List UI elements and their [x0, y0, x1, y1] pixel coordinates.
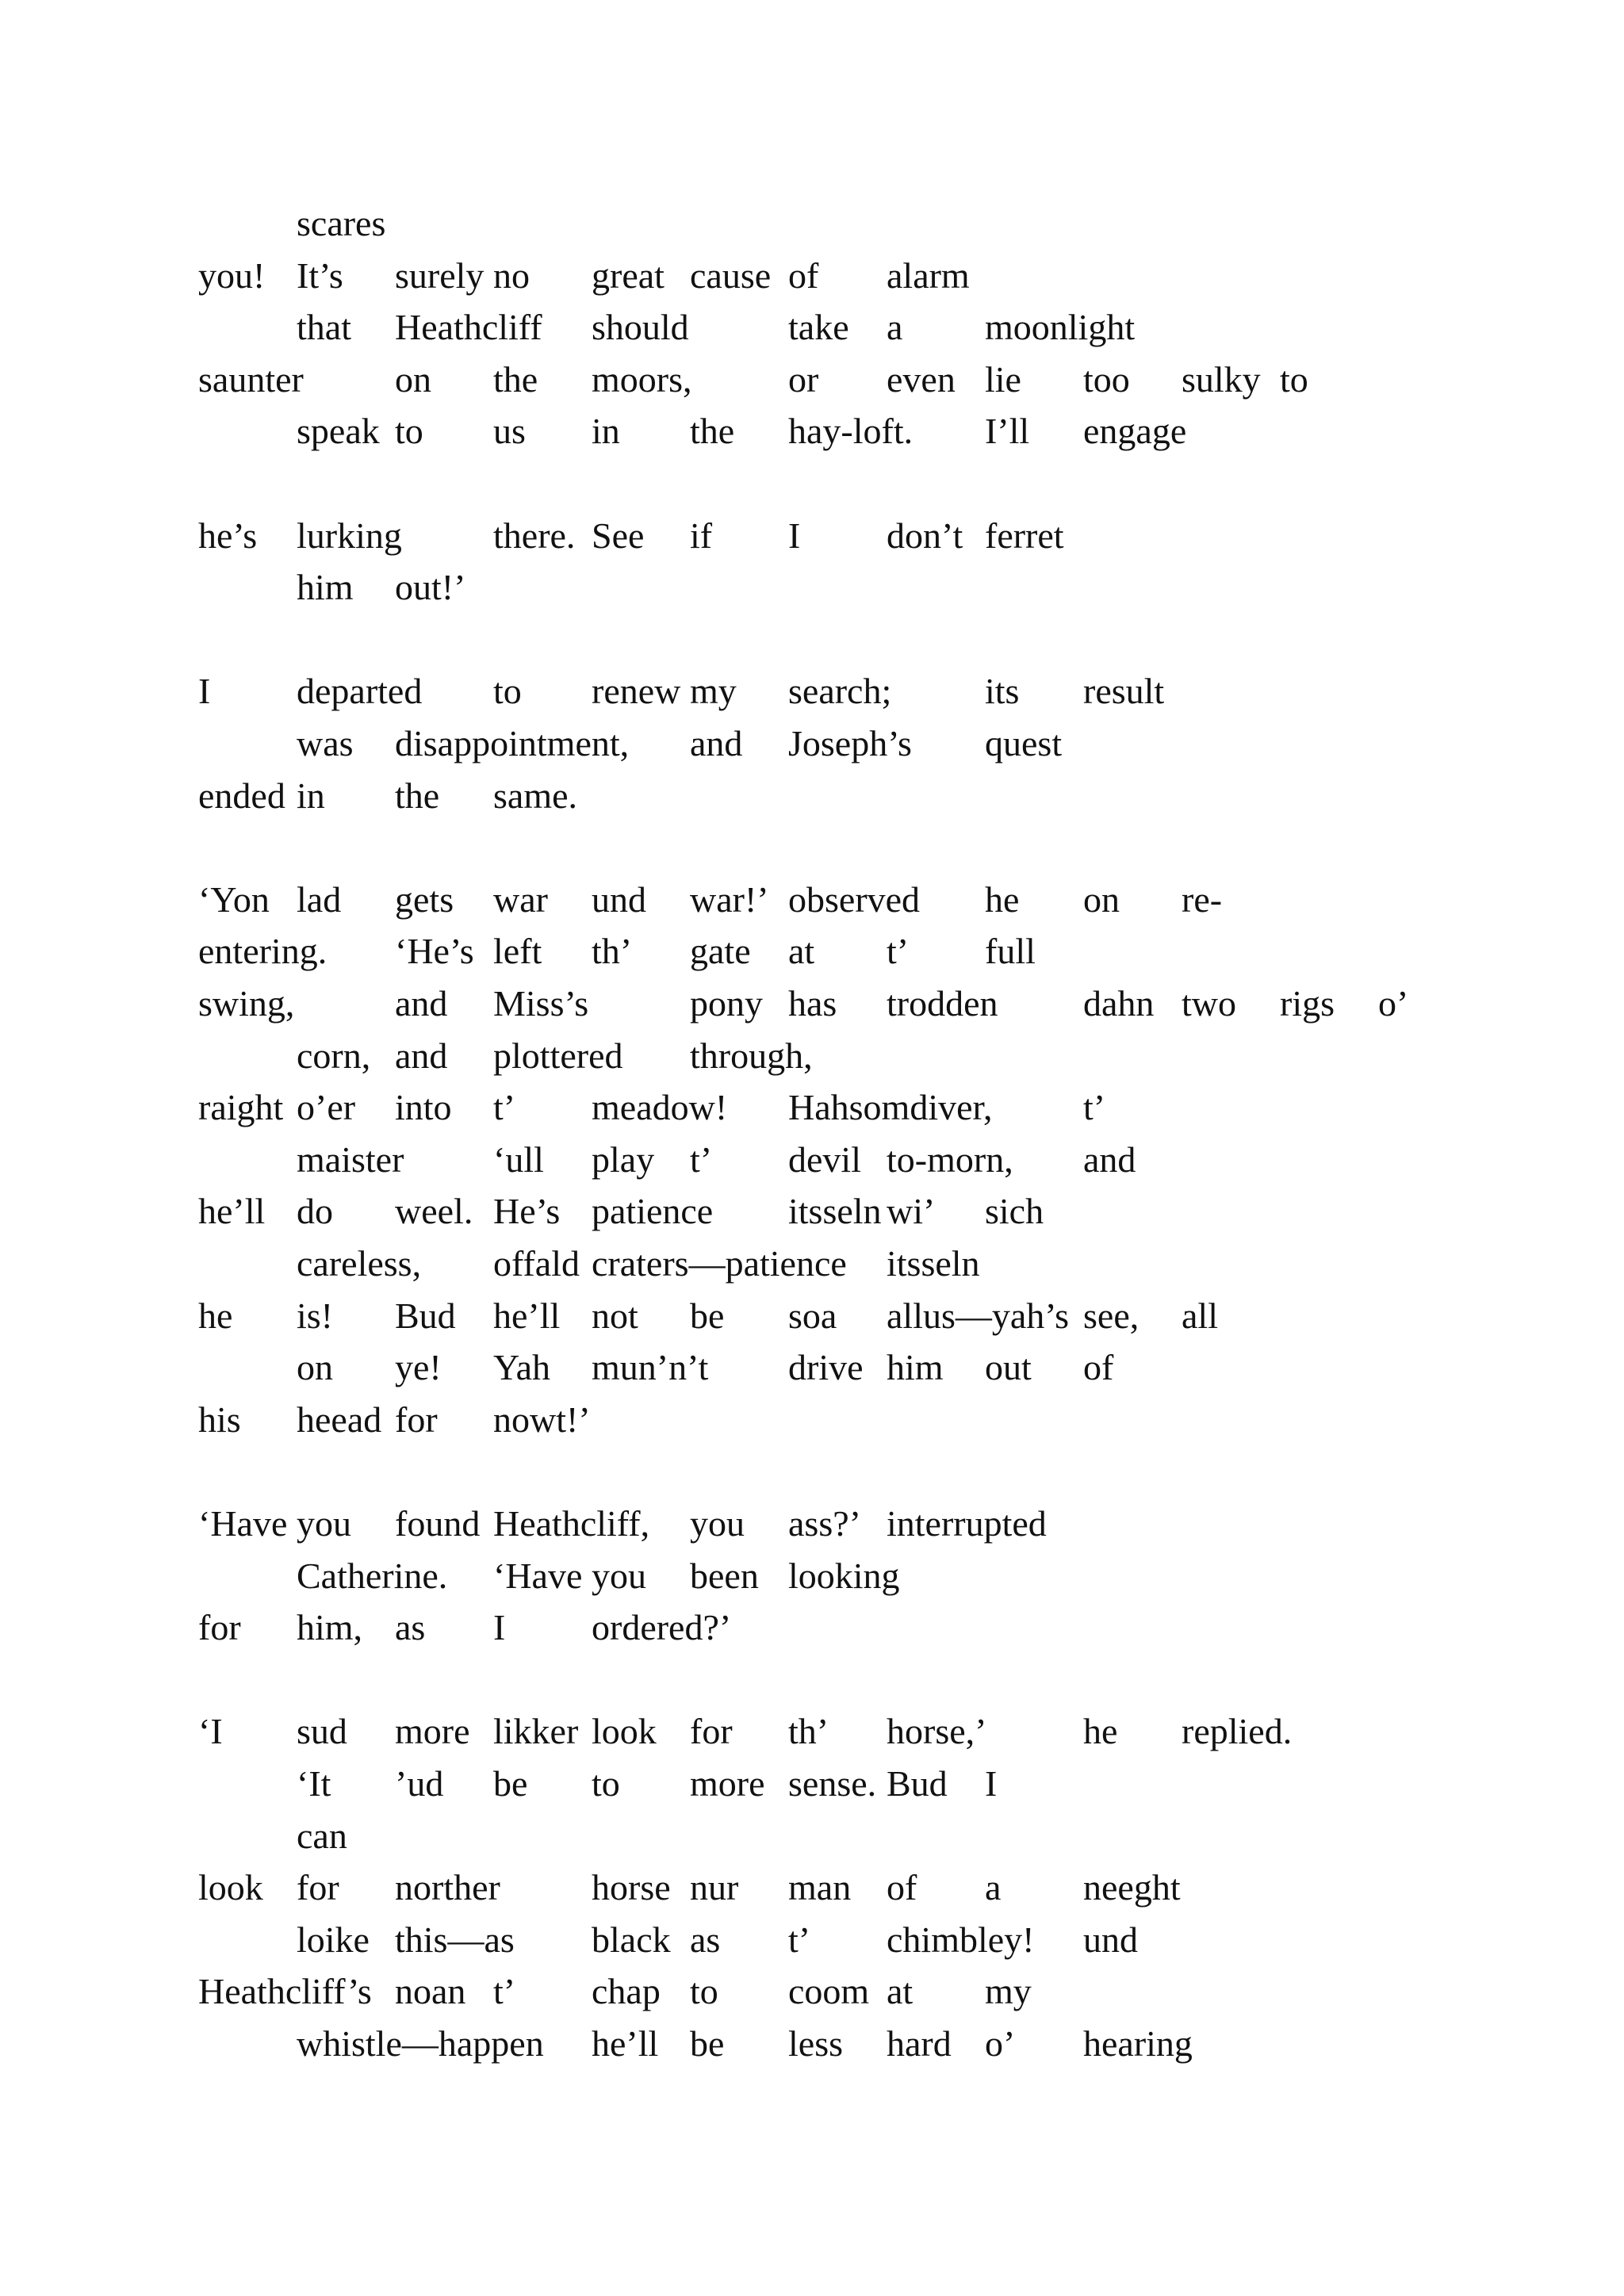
word: for: [198, 1607, 241, 1648]
text-line: [198, 1604, 1546, 1651]
word: war!’: [690, 878, 769, 920]
word: I: [985, 1763, 998, 1804]
word: should: [592, 307, 689, 348]
word: Heathcliff’s: [198, 1971, 372, 2012]
word: ‘It: [297, 1763, 331, 1804]
text-line: [198, 772, 1546, 820]
word: engage: [1083, 411, 1187, 452]
word: careless,: [297, 1243, 422, 1284]
word: ‘I: [198, 1711, 223, 1752]
word: out!’: [395, 567, 466, 608]
word: he: [985, 878, 1020, 920]
word: man: [788, 1867, 852, 1908]
word: neeght: [1083, 1867, 1181, 1908]
word: and: [1083, 1138, 1136, 1180]
word: I: [788, 515, 801, 556]
word: horse: [592, 1867, 671, 1908]
text-line: [198, 668, 1546, 715]
word: and: [395, 1035, 448, 1076]
text-line: [198, 1968, 1546, 2015]
word: black: [592, 1919, 671, 1960]
word: the: [395, 775, 440, 816]
word: t’: [690, 1138, 713, 1180]
word: nur: [690, 1867, 739, 1908]
text-line: [198, 2020, 1546, 2068]
word: hay-loft.: [788, 411, 914, 452]
word: und: [1083, 1919, 1138, 1960]
word: heead: [297, 1399, 382, 1440]
word: craters—patience: [592, 1243, 847, 1284]
word: corn,: [297, 1035, 371, 1076]
text-line: [198, 1708, 1546, 1755]
word: two: [1182, 983, 1236, 1024]
word: a: [887, 307, 903, 348]
word: he’s: [198, 515, 258, 556]
word: my: [985, 1971, 1032, 2012]
word: for: [690, 1711, 733, 1752]
word: He’s: [493, 1191, 561, 1232]
word: its: [985, 671, 1020, 712]
word: chap: [592, 1971, 661, 2012]
word: and: [690, 723, 743, 763]
word: look: [592, 1711, 657, 1752]
word: weel.: [395, 1191, 473, 1232]
word: ended: [198, 775, 285, 816]
word: all: [1182, 1295, 1218, 1336]
word: dahn: [1083, 983, 1155, 1024]
word: us: [493, 411, 526, 452]
word: quest: [985, 723, 1063, 763]
word: alarm: [887, 254, 970, 296]
word: him: [887, 1347, 944, 1388]
word: war: [493, 878, 548, 920]
text-line: [198, 200, 1546, 247]
word: through,: [690, 1035, 813, 1076]
word: in: [592, 411, 620, 452]
text-line: [198, 1084, 1546, 1131]
word: swing,: [198, 983, 295, 1024]
word: surely: [395, 254, 485, 296]
word: he: [1083, 1711, 1118, 1752]
word: result: [1083, 671, 1165, 712]
word: was: [297, 723, 354, 763]
word: full: [985, 931, 1036, 972]
word: great: [592, 254, 665, 296]
word: sud: [297, 1711, 347, 1752]
word: raight: [198, 1087, 284, 1128]
word: look: [198, 1867, 263, 1908]
word: there.: [493, 515, 576, 556]
word: itsseln: [788, 1191, 882, 1232]
text-line: [198, 512, 1546, 560]
word: whistle—happen: [297, 2023, 544, 2064]
word: be: [690, 1295, 725, 1336]
text-line: [198, 928, 1546, 975]
word: trodden: [887, 983, 998, 1024]
word: It’s: [297, 254, 343, 296]
word: disappointment,: [395, 723, 630, 763]
word: he’ll: [493, 1295, 561, 1336]
word: th’: [592, 931, 633, 972]
word: sich: [985, 1191, 1044, 1232]
word: t’: [887, 931, 910, 972]
word: ‘Have: [198, 1503, 288, 1544]
text-line: [198, 304, 1546, 351]
word: ye!: [395, 1347, 442, 1388]
word: Yah: [493, 1347, 551, 1388]
word: t’: [493, 1087, 516, 1128]
text-line: [198, 1344, 1546, 1391]
word: at: [788, 931, 815, 972]
word: noan: [395, 1971, 466, 2012]
word: of: [887, 1867, 917, 1908]
word: a: [985, 1867, 1002, 1908]
word: See: [592, 515, 645, 556]
word: saunter: [198, 358, 304, 400]
text-line: [198, 720, 1546, 767]
word: my: [690, 671, 737, 712]
word: his: [198, 1399, 241, 1440]
word: plottered: [493, 1035, 623, 1076]
word: the: [493, 358, 538, 400]
word: hard: [887, 2023, 952, 2064]
word: ferret: [985, 515, 1064, 556]
word: horse,’: [887, 1711, 987, 1752]
word: Hahsomdiver,: [788, 1087, 993, 1128]
word: and: [395, 983, 448, 1024]
word: see,: [1083, 1295, 1139, 1336]
word: as: [395, 1607, 426, 1648]
word: Bud: [395, 1295, 456, 1336]
word: Joseph’s: [788, 723, 912, 763]
word: more: [690, 1763, 765, 1804]
word: to: [592, 1763, 620, 1804]
word: to: [690, 1971, 718, 2012]
word: same.: [493, 775, 578, 816]
word: meadow!: [592, 1087, 728, 1128]
word: for: [297, 1867, 339, 1908]
word: wi’: [887, 1191, 936, 1232]
word: coom: [788, 1971, 870, 2012]
word: to: [1280, 358, 1308, 400]
word: found: [395, 1503, 481, 1544]
text-line: [198, 408, 1546, 455]
word: you: [592, 1555, 646, 1596]
word: norther: [395, 1867, 500, 1908]
word: less: [788, 2023, 843, 2064]
word: und: [592, 878, 646, 920]
word: loike: [297, 1919, 370, 1960]
word: rigs: [1280, 983, 1335, 1024]
word: as: [690, 1919, 721, 1960]
word: not: [592, 1295, 638, 1336]
word: I: [493, 1607, 506, 1648]
word: he’ll: [592, 2023, 659, 2064]
text-line: [198, 616, 1546, 664]
word: you: [690, 1503, 745, 1544]
word: of: [1083, 1347, 1114, 1388]
word: o’er: [297, 1087, 356, 1128]
word: ‘Yon: [198, 878, 270, 920]
word: ‘Have: [493, 1555, 583, 1596]
text-line: [198, 1812, 1546, 1860]
word: mun’n’t: [592, 1347, 709, 1388]
word: on: [1083, 878, 1120, 920]
text-line: [198, 564, 1546, 611]
word: allus—yah’s: [887, 1295, 1069, 1336]
word: be: [690, 2023, 725, 2064]
word: Miss’s: [493, 983, 589, 1024]
word: cause: [690, 254, 772, 296]
word: do: [297, 1191, 333, 1232]
text-line: [198, 1292, 1546, 1340]
word: to: [395, 411, 423, 452]
word: out: [985, 1347, 1032, 1388]
word: he: [198, 1295, 233, 1336]
word: re-: [1182, 878, 1223, 920]
word: ordered?’: [592, 1607, 732, 1648]
word: chimbley!: [887, 1919, 1035, 1960]
word: more: [395, 1711, 470, 1752]
word: take: [788, 307, 849, 348]
word: I: [198, 671, 211, 712]
word: departed: [297, 671, 423, 712]
word: in: [297, 775, 325, 816]
word: t’: [788, 1919, 811, 1960]
word: moors,: [592, 358, 692, 400]
word: too: [1083, 358, 1130, 400]
word: ’ud: [395, 1763, 444, 1804]
word: sense.: [788, 1763, 877, 1804]
word: search;: [788, 671, 892, 712]
word: renew: [592, 671, 681, 712]
text-line: [198, 252, 1546, 300]
word: itsseln: [887, 1243, 980, 1284]
word: play: [592, 1138, 655, 1180]
word: Heathcliff,: [493, 1503, 650, 1544]
word: sulky: [1182, 358, 1261, 400]
word: o’: [1378, 983, 1409, 1024]
word: pony: [690, 983, 763, 1024]
word: soa: [788, 1295, 837, 1336]
word: be: [493, 1763, 528, 1804]
word: lurking: [297, 515, 402, 556]
word: looking: [788, 1555, 900, 1596]
text-line: [198, 1760, 1546, 1808]
word: gate: [690, 931, 751, 972]
word: of: [788, 254, 819, 296]
word: t’: [493, 1971, 516, 2012]
text-line: [198, 1916, 1546, 1964]
word: hearing: [1083, 2023, 1193, 2064]
word: Heathcliff: [395, 307, 542, 348]
text-line: [198, 1448, 1546, 1495]
word: observed: [788, 878, 921, 920]
word: o’: [985, 2023, 1016, 2064]
word: him,: [297, 1607, 363, 1648]
word: or: [788, 358, 819, 400]
word: that: [297, 307, 351, 348]
word: Catherine.: [297, 1555, 448, 1596]
word: ‘He’s: [395, 931, 474, 972]
word: you: [297, 1503, 351, 1544]
word: on: [297, 1347, 333, 1388]
word: gets: [395, 878, 454, 920]
text-line: [198, 1032, 1546, 1080]
word: to: [493, 671, 522, 712]
text-line: [198, 1656, 1546, 1704]
word: to-morn,: [887, 1138, 1013, 1180]
word: patience: [592, 1191, 714, 1232]
word: left: [493, 931, 542, 972]
word: likker: [493, 1711, 579, 1752]
word: offald: [493, 1243, 580, 1284]
word: speak: [297, 411, 380, 452]
word: entering.: [198, 931, 327, 972]
word: at: [887, 1971, 914, 2012]
word: if: [690, 515, 713, 556]
word: I’ll: [985, 411, 1030, 452]
word: nowt!’: [493, 1399, 591, 1440]
text-line: [198, 1136, 1546, 1184]
word: moonlight: [985, 307, 1136, 348]
text-line: [198, 876, 1546, 924]
word: ‘ull: [493, 1138, 544, 1180]
word: interrupted: [887, 1503, 1047, 1544]
text-line: [198, 980, 1546, 1027]
word: has: [788, 983, 837, 1024]
word: th’: [788, 1711, 829, 1752]
text-line: [198, 1864, 1546, 1911]
word: even: [887, 358, 956, 400]
text-line: [198, 1188, 1546, 1235]
text-line: [198, 1500, 1546, 1548]
word: you!: [198, 254, 266, 296]
word: been: [690, 1555, 759, 1596]
word: no: [493, 254, 530, 296]
word: devil: [788, 1138, 861, 1180]
word: ass?’: [788, 1503, 861, 1544]
word: scares: [297, 203, 386, 243]
word: don’t: [887, 515, 963, 556]
word: lie: [985, 358, 1021, 400]
text-line: [198, 824, 1546, 871]
word: for: [395, 1399, 438, 1440]
word: on: [395, 358, 431, 400]
word: can: [297, 1815, 347, 1856]
word: he’ll: [198, 1191, 266, 1232]
text-line: [198, 1240, 1546, 1288]
word: him: [297, 567, 354, 608]
word: replied.: [1182, 1711, 1293, 1752]
word: into: [395, 1087, 452, 1128]
text-line: [198, 1552, 1546, 1600]
word: drive: [788, 1347, 864, 1388]
word: Bud: [887, 1763, 948, 1804]
word: is!: [297, 1295, 333, 1336]
word: maister: [297, 1138, 404, 1180]
text-line: [198, 356, 1546, 404]
word: this—as: [395, 1919, 515, 1960]
text-line: [198, 1396, 1546, 1444]
word: t’: [1083, 1087, 1106, 1128]
word: the: [690, 411, 735, 452]
text-line: [198, 460, 1546, 507]
word: lad: [297, 878, 342, 920]
